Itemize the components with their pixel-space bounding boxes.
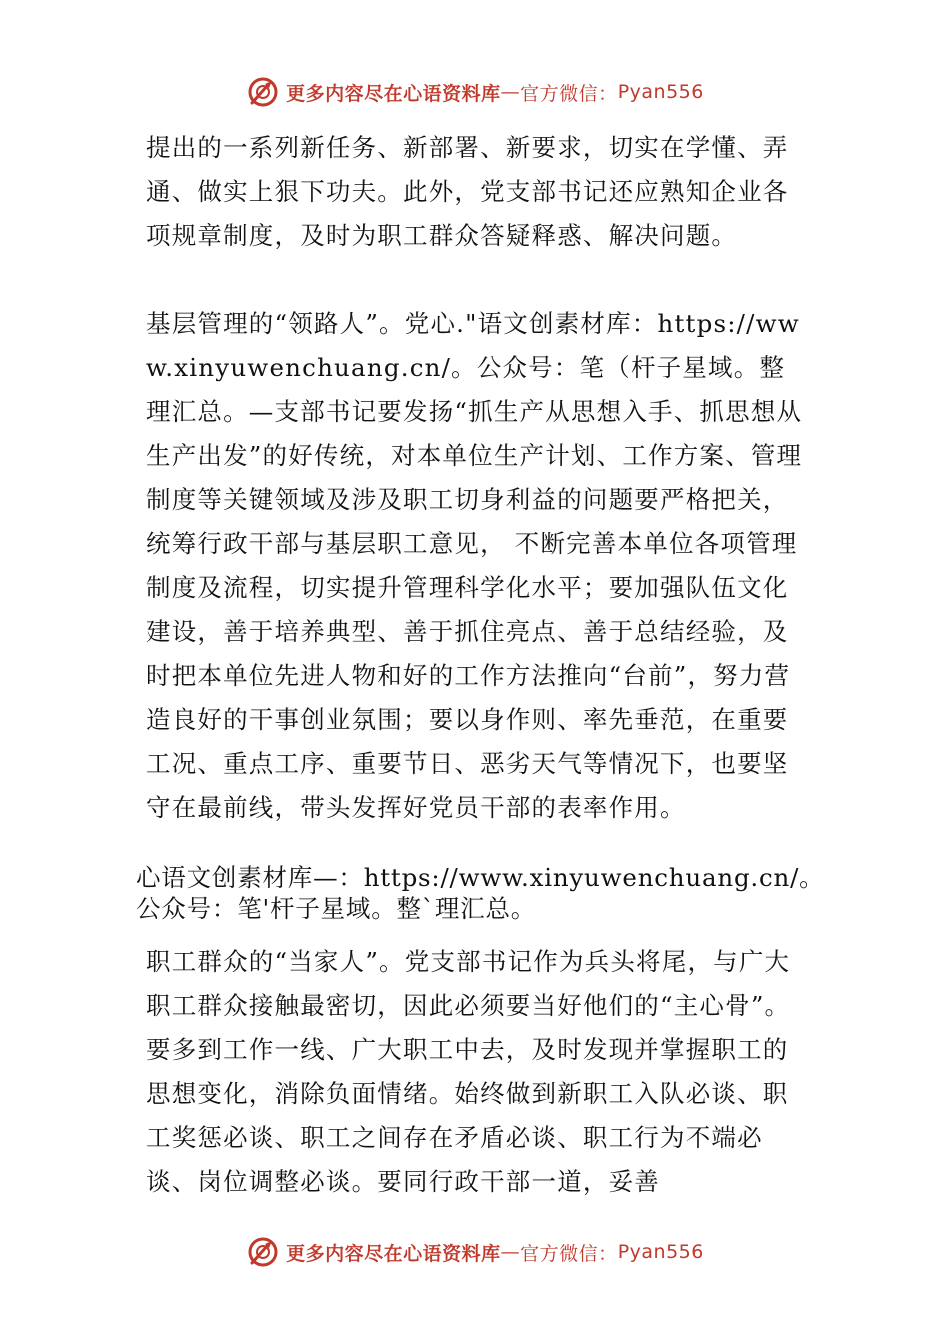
banner-brand-text: 更多内容尽在心语资料库 <box>286 1242 501 1265</box>
banner-official-label: 官方微信： <box>520 1242 618 1265</box>
banner-brand-text: 更多内容尽在心语资料库 <box>286 82 501 105</box>
paragraph-3-watermark-note: 心语文创素材库—：https://www.xinyuwenchuang.cn/。公众号：笔'杆子星域。整`理汇总。 <box>136 863 825 923</box>
banner-dash: — <box>500 1241 521 1263</box>
paragraph-2: 基层管理的“领路人”。党心."语文创素材库：https://www.xinyuwenchuang.cn/。公众号：笔（杆子星域。整理汇总。—支部书记要发扬“抓生产从思想入手、抓思想从生产出发”的好传统，对本单位生产计划、工作方案、管理制度等关键领域及涉及职工切身利益的问题要严格把关，统筹行政干部与基层职工意见， 不断完善本单位各项管理制度及流程，切实提升管理科学化水平；要加强队伍文化建设，善于培养典型、善于抓住亮点、善于总结经验，及时把本单位先进人物和好的工作方法推向“台前”，努力营造良好的干事创业氛围；要以身作则、率先垂范，在重要工况、重点工序、重要节日、恶劣天气等情况下，也要坚守在最前线，带头发挥好党员干部的表率作用。 <box>146 309 803 822</box>
seal-logo-icon <box>246 1235 280 1269</box>
seal-logo-icon <box>246 75 280 109</box>
banner-dash: — <box>500 81 521 103</box>
banner-handle: Pyan556 <box>617 81 704 103</box>
banner-handle: Pyan556 <box>617 1241 704 1263</box>
paragraph-4: 职工群众的“当家人”。党支部书记作为兵头将尾，与广大职工群众接触最密切，因此必须要当好他们的“主心骨”。要多到工作一线、广大职工中去，及时发现并掌握职工的思想变化，消除负面情绪。始终做到新职工入队必谈、职工奖惩必谈、职工之间存在矛盾必谈、职工行为不端必谈、岗位调整必谈。要同行政干部一道，妥善 <box>146 947 791 1196</box>
footer-watermark-banner <box>0 1232 950 1272</box>
paragraph-1: 提出的一系列新任务、新部署、新要求，切实在学懂、弄通、做实上狠下功夫。此外，党支部书记还应熟知企业各项规章制度，及时为职工群众答疑释惑、解决问题。 <box>146 133 789 250</box>
banner-official-label: 官方微信： <box>520 82 618 105</box>
header-watermark-banner <box>0 72 950 112</box>
